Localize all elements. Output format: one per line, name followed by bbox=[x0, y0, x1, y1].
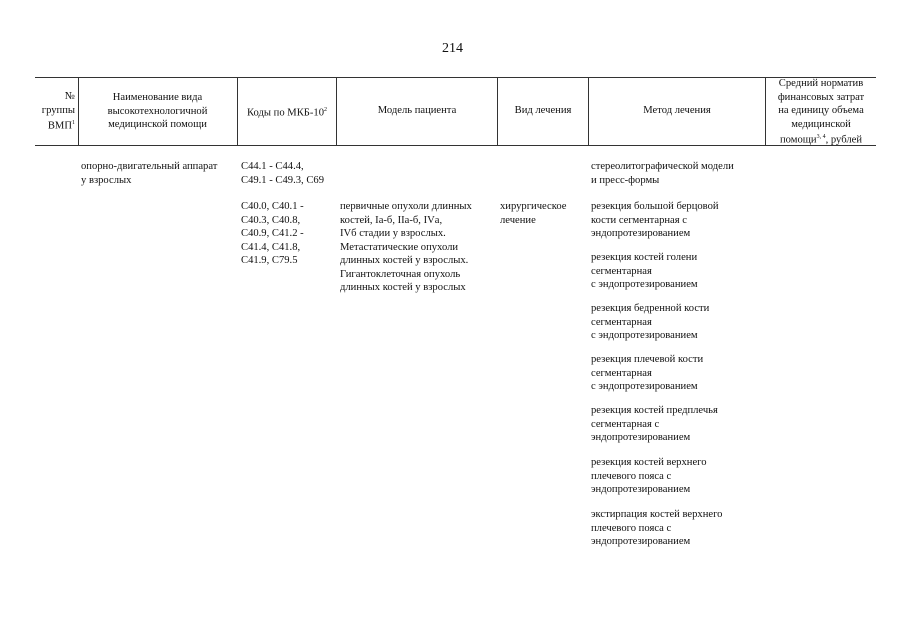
column-divider bbox=[78, 77, 79, 145]
treatment-method-item: резекция костей голени сегментарная с эндопротезированием bbox=[591, 252, 698, 290]
treatment-method-item: стереолитографической модели и пресс-формы bbox=[591, 161, 734, 186]
treatment-method-item: резекция плечевой кости сегментарная с эндопротезированием bbox=[591, 354, 704, 392]
treatment-method-item: резекция бедренной кости сегментарная с эндопротезированием bbox=[591, 303, 710, 341]
header-icd-codes: Коды по МКБ-$10^2$ bbox=[247, 107, 327, 119]
treatment-method-item: резекция костей верхнего плечевого пояса с эндопротезированием bbox=[591, 457, 707, 495]
treatment-method-item: резекция большой берцовой кости сегментарная с эндопротезированием bbox=[591, 201, 719, 239]
icd-codes-cell: C44.1 - C44.4, C49.1 - C49.3, C69 bbox=[241, 161, 324, 186]
page-number: 214 bbox=[442, 41, 463, 56]
vmp-name-cell: опорно-двигательный аппарат у взрослых bbox=[81, 161, 218, 186]
header-group-number: № группы ВМП$^1$ bbox=[41, 91, 75, 132]
table-top-rule bbox=[35, 77, 876, 78]
header-patient-model: Модель пациента bbox=[377, 105, 457, 116]
header-cost-standard: Средний норматив финансовых затрат на единицу объема медицинской помощи$^{3, 4}$, рублей bbox=[777, 78, 865, 146]
header-treatment-type: Вид лечения bbox=[514, 105, 572, 116]
treatment-method-item: резекция костей предплечья сегментарная с эндопротезированием bbox=[591, 405, 718, 443]
icd-codes-cell: C40.0, C40.1 - C40.3, C40.8, C40.9, C41.2 - C41.4, C41.8, C41.9, C79.5 bbox=[241, 201, 304, 266]
treatment-type-cell: хирургическое лечение bbox=[500, 201, 567, 226]
treatment-method-item: экстирпация костей верхнего плечевого пояса с эндопротезированием bbox=[591, 509, 723, 547]
header-vmp-name: Наименование вида высокотехнологичной медицинской помощи bbox=[107, 92, 208, 130]
header-treatment-method: Метод лечения bbox=[643, 105, 711, 116]
patient-model-cell: первичные опухоли длинных костей, Iа-б, IIа-б, IVа, IVб стадии у взрослых. Метастатические опухоли длинных костей у взрослых. Гигантоклеточная опухоль длинных костей у взрослых bbox=[340, 201, 472, 293]
table-header-bottom-rule bbox=[35, 145, 876, 146]
